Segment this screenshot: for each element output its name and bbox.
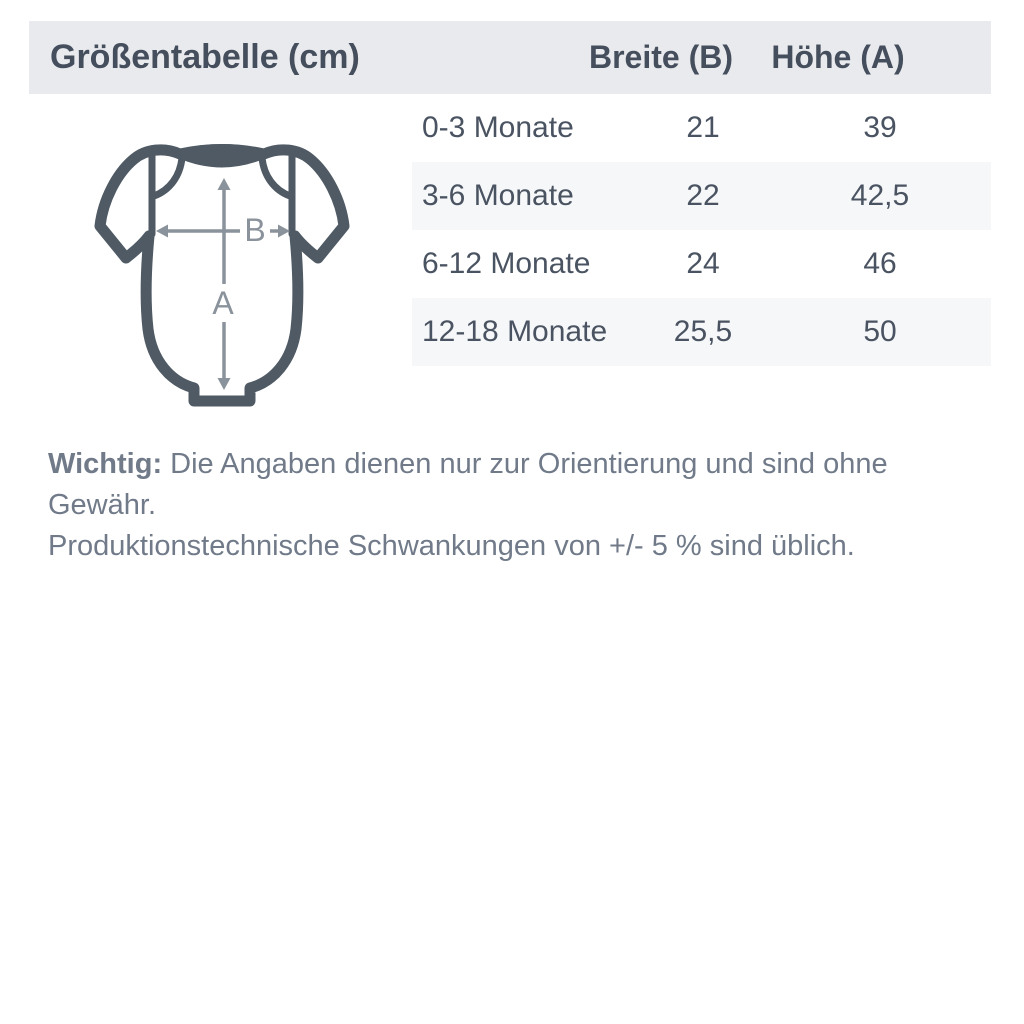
- collar-icon: [180, 149, 264, 164]
- table-row: [412, 162, 991, 230]
- column-header-width: Breite (B): [588, 39, 734, 75]
- width-value: 25,5: [673, 315, 733, 348]
- baby-bodysuit-icon: [92, 138, 352, 410]
- height-value: 46: [863, 247, 897, 280]
- table-header-band: [29, 21, 991, 94]
- column-header-height: Höhe (A): [771, 39, 905, 75]
- baby-bodysuit-measurement-diagram: [92, 138, 352, 410]
- height-value: 39: [863, 111, 897, 144]
- size-label: 0-3 Monate: [422, 111, 574, 144]
- height-value: 42,5: [850, 179, 910, 212]
- height-dimension-label: A: [212, 285, 234, 321]
- table-row: [412, 230, 991, 298]
- disclaimer-note: [48, 444, 978, 567]
- size-table: [412, 94, 991, 366]
- width-dimension-label: B: [244, 212, 266, 248]
- note-label: Wichtig:: [48, 448, 163, 480]
- size-label: 6-12 Monate: [422, 247, 591, 280]
- width-value: 24: [686, 247, 720, 280]
- width-value: 21: [686, 111, 720, 144]
- table-row: [412, 298, 991, 366]
- size-chart-title: Größentabelle (cm): [50, 38, 360, 76]
- size-label: 12-18 Monate: [422, 315, 608, 348]
- width-value: 22: [686, 179, 720, 212]
- note-line-2: Produktionstechnische Schwankungen von +/- 5 % sind üblich.: [48, 530, 855, 562]
- table-row: [412, 94, 991, 162]
- size-label: 3-6 Monate: [422, 179, 574, 212]
- note-line-1: Die Angaben dienen nur zur Orientierung und sind ohne Gewähr.: [48, 448, 888, 521]
- height-value: 50: [863, 315, 897, 348]
